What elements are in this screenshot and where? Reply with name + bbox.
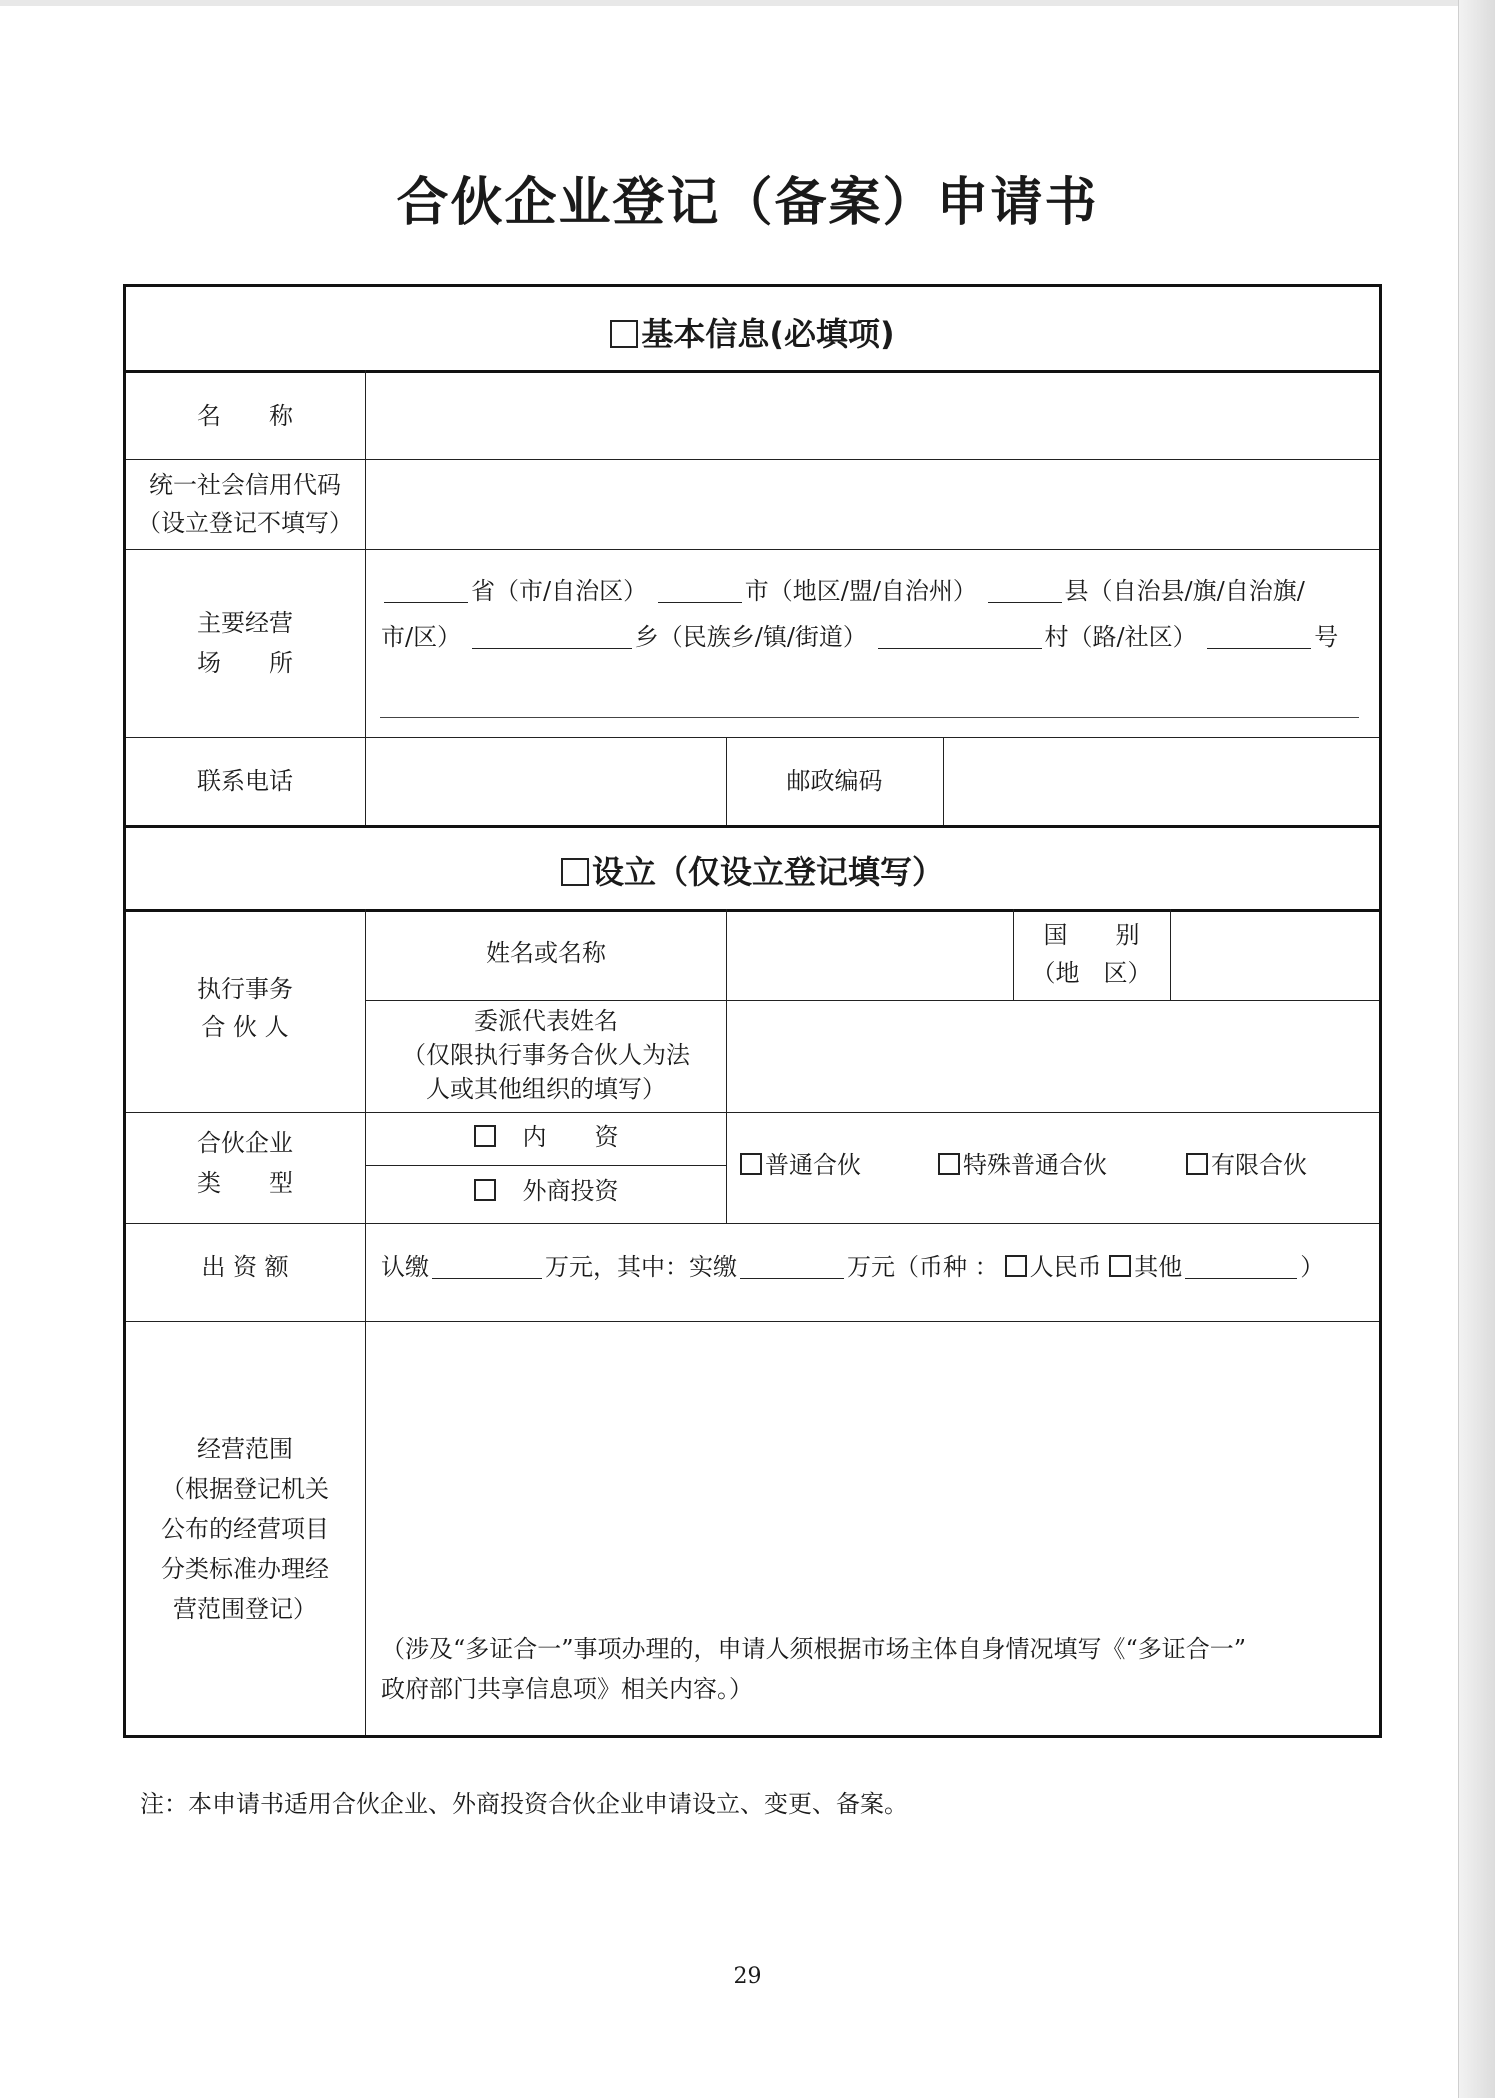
paid-amount-blank[interactable] <box>740 1256 844 1279</box>
scope-label-2: （根据登记机关 <box>161 1475 329 1503</box>
rmb-checkbox[interactable] <box>1005 1255 1027 1277</box>
partner-name-label: 姓名或名称 <box>486 939 606 967</box>
other-currency-checkbox[interactable] <box>1109 1255 1131 1277</box>
divider <box>943 737 944 825</box>
foreign-text: 外商投资 <box>522 1177 619 1205</box>
postal-code-field[interactable] <box>946 739 1378 823</box>
application-form <box>123 284 1382 1738</box>
province-unit: 省（市/自治区） <box>471 577 648 605</box>
divider <box>126 825 1379 828</box>
divider <box>366 1165 726 1166</box>
currency-text: 万元（币种 ： <box>847 1253 999 1281</box>
domestic-option[interactable] <box>366 1121 726 1155</box>
divider <box>726 909 727 1223</box>
page-number: 29 <box>733 1964 762 1989</box>
divider <box>366 1000 1379 1001</box>
county-blank[interactable] <box>988 580 1062 603</box>
setup-checkbox[interactable] <box>561 858 589 886</box>
divider <box>126 549 1379 550</box>
town-unit: 乡（民族乡/镇/街道） <box>634 623 867 651</box>
partner-name-field[interactable] <box>728 912 1012 998</box>
country-sublabel: （地 区） <box>1031 959 1152 987</box>
delegate-label: 委派代表姓名 <box>474 1007 618 1035</box>
general-partnership-checkbox[interactable] <box>740 1153 762 1175</box>
special-partnership-option[interactable] <box>938 1149 1107 1183</box>
page-edge-top <box>0 0 1459 6</box>
label-column-line <box>365 370 366 825</box>
divider <box>1170 909 1171 1000</box>
scope-label-4: 分类标准办理经 <box>161 1555 329 1583</box>
delegate-name-field[interactable] <box>728 1002 1378 1110</box>
divider <box>126 737 1379 738</box>
type-label: 合伙企业 <box>197 1129 293 1157</box>
domestic-checkbox[interactable] <box>474 1125 496 1147</box>
limited-partnership-option[interactable] <box>1186 1149 1307 1183</box>
name-label: 名 称 <box>197 402 293 430</box>
divider <box>126 1223 1379 1224</box>
partner-label: 执行事务 <box>197 975 293 1003</box>
delegate-sublabel-2: 人或其他组织的填写） <box>426 1075 666 1103</box>
city-unit: 市（地区/盟/自治州） <box>744 577 977 605</box>
delegate-sublabel: （仅限执行事务合伙人为法 <box>402 1041 690 1069</box>
other-currency-blank[interactable] <box>1185 1256 1297 1279</box>
credit-code-sublabel: （设立登记不填写） <box>137 509 353 537</box>
country-field[interactable] <box>1172 912 1378 998</box>
scope-note: （涉及“多证合一”事项办理的，申请人须根据市场主体自身情况填写《“多证合一” <box>381 1635 1247 1663</box>
label-column-line <box>365 909 366 1735</box>
village-unit: 村（路/社区） <box>1044 623 1197 651</box>
close-paren: ） <box>1300 1253 1325 1281</box>
address-line-2 <box>381 621 1338 655</box>
rmb-text: 人民币 <box>1029 1253 1102 1281</box>
foreign-checkbox[interactable] <box>474 1179 496 1201</box>
number-unit: 号 <box>1314 623 1339 651</box>
basic-info-header <box>126 309 1379 355</box>
capital-label: 出 资 额 <box>201 1253 289 1281</box>
subscribed-amount-blank[interactable] <box>432 1256 542 1279</box>
scope-note-2: 政府部门共享信息项》相关内容。） <box>381 1675 753 1703</box>
country-label: 国 别 <box>1043 921 1140 949</box>
general-partnership-option[interactable] <box>740 1149 861 1183</box>
paid-text: 万元，其中：实缴 <box>545 1253 737 1281</box>
footer-note: 注：本申请书适用合伙企业、外商投资合伙企业申请设立、变更、备案。 <box>140 1790 908 1818</box>
district-unit: 市/区） <box>381 623 462 651</box>
setup-header <box>126 847 1379 893</box>
phone-label: 联系电话 <box>197 767 293 795</box>
town-blank[interactable] <box>472 626 632 649</box>
divider <box>126 459 1379 460</box>
credit-code-label: 统一社会信用代码 <box>149 471 341 499</box>
village-blank[interactable] <box>878 626 1042 649</box>
page-edge-right <box>1458 0 1495 2098</box>
subscribed-text: 认缴 <box>381 1253 429 1281</box>
divider <box>126 1112 1379 1113</box>
scope-label-3: 公布的经营项目 <box>161 1515 329 1543</box>
divider <box>1013 909 1014 1000</box>
general-partnership-text: 普通合伙 <box>765 1151 861 1179</box>
scope-label-5: 营范围登记） <box>173 1595 317 1623</box>
document-title: 合伙企业登记（备案）申请书 <box>396 173 1099 233</box>
county-unit: 县（自治县/旗/自治旗/ <box>1064 577 1305 605</box>
number-blank[interactable] <box>1207 626 1311 649</box>
address-label-2: 场 所 <box>197 649 293 677</box>
province-blank[interactable] <box>384 580 468 603</box>
scope-label: 经营范围 <box>197 1435 293 1463</box>
divider <box>126 1321 1379 1322</box>
postal-code-label: 邮政编码 <box>786 767 883 795</box>
limited-partnership-text: 有限合伙 <box>1211 1151 1307 1179</box>
limited-partnership-checkbox[interactable] <box>1186 1153 1208 1175</box>
partner-label-2: 合 伙 人 <box>201 1013 289 1041</box>
foreign-option[interactable] <box>366 1175 726 1209</box>
other-currency-text: 其他 <box>1134 1253 1183 1281</box>
credit-code-field[interactable] <box>368 461 1378 547</box>
domestic-text: 内 资 <box>522 1123 619 1151</box>
special-partnership-text: 特殊普通合伙 <box>963 1151 1107 1179</box>
city-blank[interactable] <box>658 580 742 603</box>
address-line-1 <box>381 575 1305 609</box>
scope-field[interactable] <box>368 1324 1378 1624</box>
address-label: 主要经营 <box>197 609 293 637</box>
basic-info-checkbox[interactable] <box>610 320 638 348</box>
basic-info-header-text: 基本信息(必填项) <box>641 315 895 353</box>
setup-header-text: 设立（仅设立登记填写） <box>591 853 944 891</box>
capital-line <box>381 1251 1324 1285</box>
divider <box>726 737 727 825</box>
type-label-2: 类 型 <box>197 1169 293 1197</box>
special-partnership-checkbox[interactable] <box>938 1153 960 1175</box>
address-detail-line[interactable] <box>380 717 1359 718</box>
name-field[interactable] <box>368 373 1378 458</box>
